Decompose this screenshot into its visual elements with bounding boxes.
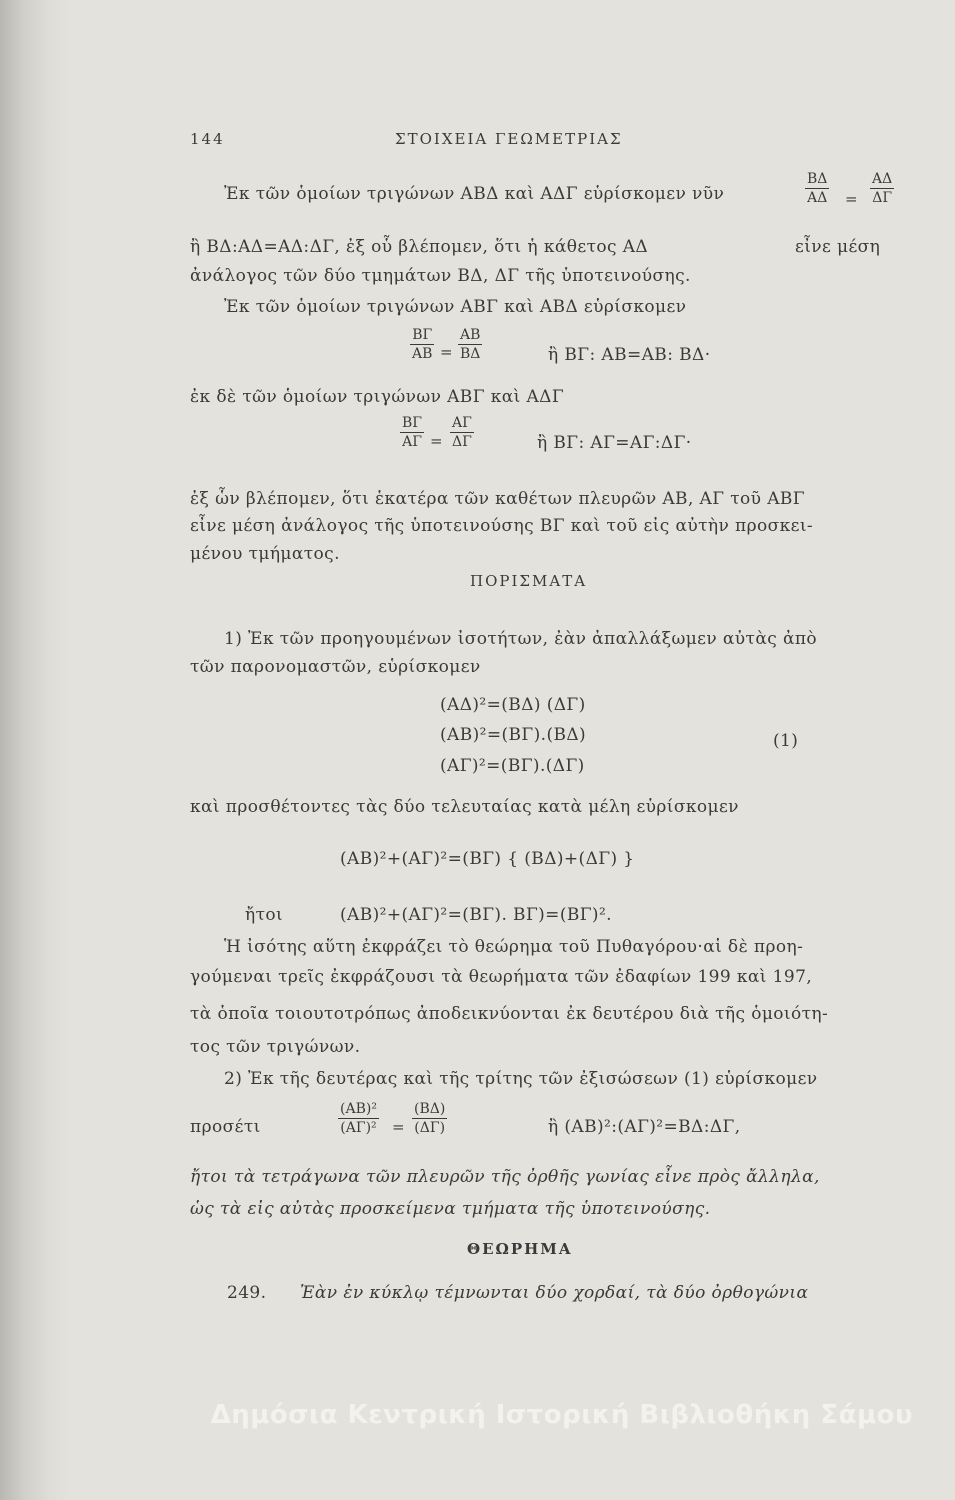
text-line: ἤτοι τὰ τετράγωνα τῶν πλευρῶν τῆς ὀρθῆς γωνίας εἶνε πρὸς ἄλληλα, (190, 1167, 820, 1187)
fraction-2 (870, 170, 894, 207)
fraction-denominator: ΔΓ (452, 434, 472, 450)
fraction-numerator: (ΑΒ)² (340, 1101, 377, 1117)
fraction (458, 326, 482, 363)
text-line: εἶνε μέση ἀνάλογος τῆς ὑποτεινούσης ΒΓ καὶ τοῦ εἰς αὐτὴν προσκει- (190, 516, 814, 536)
text-line: 1) Ἐκ τῶν προηγουμένων ἰσοτήτων, ἐὰν ἀπαλλάξωμεν αὐτὰς ἀπὸ (224, 629, 818, 649)
equation: (ΑΔ)²=(ΒΔ) (ΔΓ) (440, 695, 586, 715)
fraction-numerator: ΒΓ (410, 326, 434, 345)
fraction-denominator: (ΑΓ)² (340, 1120, 377, 1136)
fraction (410, 326, 434, 363)
text-line: Ἡ ἰσότης αὕτη ἐκφράζει τὸ θεώρημα τοῦ Πυθαγόρου·αἱ δὲ προη- (224, 937, 804, 957)
equals-sign: = (845, 190, 858, 208)
text-line: ἢ ΒΔ:ΑΔ=ΑΔ:ΔΓ, ἐξ οὗ βλέπομεν, ὅτι ἡ κάθετος ΑΔ (190, 237, 649, 257)
text-line: 2) Ἐκ τῆς δευτέρας καὶ τῆς τρίτης τῶν ἐξισώσεων (1) εὑρίσκομεν (224, 1069, 818, 1089)
text-line: ἐκ δὲ τῶν ὁμοίων τριγώνων ΑΒΓ καὶ ΑΔΓ (190, 387, 565, 407)
text-line-end: εἶνε μέση (795, 237, 881, 257)
equals-sign: = (392, 1118, 405, 1136)
text-line: τῶν παρονομαστῶν, εὑρίσκομεν (190, 657, 481, 677)
text-lead: προσέτι (190, 1117, 261, 1137)
fraction-numerator: ΒΓ (402, 415, 423, 431)
running-title: ΣΤΟΙΧΕΙΑ ΓΕΩΜΕΤΡΙΑΣ (395, 130, 623, 148)
proportion: ἢ ΒΓ: ΑΒ=ΑΒ: ΒΔ· (548, 345, 711, 365)
proportion: ἢ ΒΓ: ΑΓ=ΑΓ:ΔΓ· (537, 433, 692, 453)
text-line: καὶ προσθέτοντες τὰς δύο τελευταίας κατὰ μέλη εὑρίσκομεν (190, 797, 739, 817)
fraction-denominator: (ΔΓ) (414, 1120, 446, 1136)
equation: (ΑΒ)²+(ΑΓ)²=(ΒΓ). ΒΓ)=(ΒΓ)². (340, 905, 612, 925)
text-line: μένου τμήματος. (190, 544, 340, 564)
page-number: 144 (190, 130, 225, 148)
book-binding-shadow (0, 0, 70, 1500)
equation: (ΑΓ)²=(ΒΓ).(ΔΓ) (440, 756, 585, 776)
equation-lead: ἤτοι (245, 905, 284, 925)
theorem-heading: ΘΕΩΡΗΜΑ (467, 1240, 573, 1258)
fraction-numerator-1 (805, 170, 829, 207)
fraction-numerator: ΑΒ (460, 327, 481, 343)
text-line: τος τῶν τριγώνων. (190, 1037, 361, 1057)
fraction (412, 1100, 447, 1137)
proportion: ἢ (ΑΒ)²:(ΑΓ)²=ΒΔ:ΔΓ, (548, 1117, 741, 1137)
fraction-denominator: ΒΔ (460, 346, 481, 362)
equation-number: (1) (773, 731, 799, 751)
section-heading: ΠΟΡΙΣΜΑΤΑ (470, 572, 588, 590)
text-line: ἀνάλογος τῶν δύο τμημάτων ΒΔ, ΔΓ τῆς ὑποτεινούσης. (190, 266, 691, 286)
text-line: ὡς τὰ εἰς αὐτὰς προσκείμενα τμήματα τῆς ὑποτεινούσης. (190, 1199, 711, 1219)
fraction-denominator: ΑΔ (807, 190, 828, 206)
equals-sign: = (430, 432, 443, 450)
equation: (ΑΒ)²+(ΑΓ)²=(ΒΓ) { (ΒΔ)+(ΔΓ) } (340, 849, 635, 869)
fraction (400, 414, 424, 451)
fraction (450, 414, 474, 451)
fraction-denominator: ΑΓ (402, 434, 422, 450)
fraction-numerator: ΑΓ (452, 415, 472, 431)
fraction-numerator: (ΒΔ) (414, 1101, 446, 1117)
fraction-numerator: ΒΔ (807, 171, 828, 187)
theorem-number: 249. (227, 1283, 267, 1303)
fraction-denominator: ΔΓ (872, 190, 893, 206)
fraction-numerator: ΑΔ (872, 171, 893, 187)
fraction-denominator: ΑΒ (412, 346, 433, 362)
fraction (338, 1100, 379, 1137)
text-line: Ἐκ τῶν ὁμοίων τριγώνων ΑΒΓ καὶ ΑΒΔ εὑρίσκομεν (224, 297, 687, 317)
text-line: ἐξ ὧν βλέπομεν, ὅτι ἑκατέρα τῶν καθέτων πλευρῶν ΑΒ, ΑΓ τοῦ ΑΒΓ (190, 489, 805, 509)
theorem-text: Ἐὰν ἐν κύκλῳ τέμνωνται δύο χορδαί, τὰ δύο ὀρθογώνια (300, 1283, 809, 1303)
text-line: τὰ ὁποῖα τοιουτοτρόπως ἀποδεικνύονται ἐκ δευτέρου διὰ τῆς ὁμοιότη- (190, 1004, 829, 1024)
text-line: γούμεναι τρεῖς ἐκφράζουσι τὰ θεωρήματα τῶν ἐδαφίων 199 καὶ 197, (190, 967, 813, 987)
text-line: Ἐκ τῶν ὁμοίων τριγώνων ΑΒΔ καὶ ΑΔΓ εὑρίσκομεν νῦν (224, 184, 725, 204)
equals-sign: = (440, 343, 453, 361)
library-watermark: Δημόσια Κεντρική Ιστορική Βιβλιοθήκη Σάμου (210, 1400, 913, 1430)
equation: (ΑΒ)²=(ΒΓ).(ΒΔ) (440, 725, 587, 745)
